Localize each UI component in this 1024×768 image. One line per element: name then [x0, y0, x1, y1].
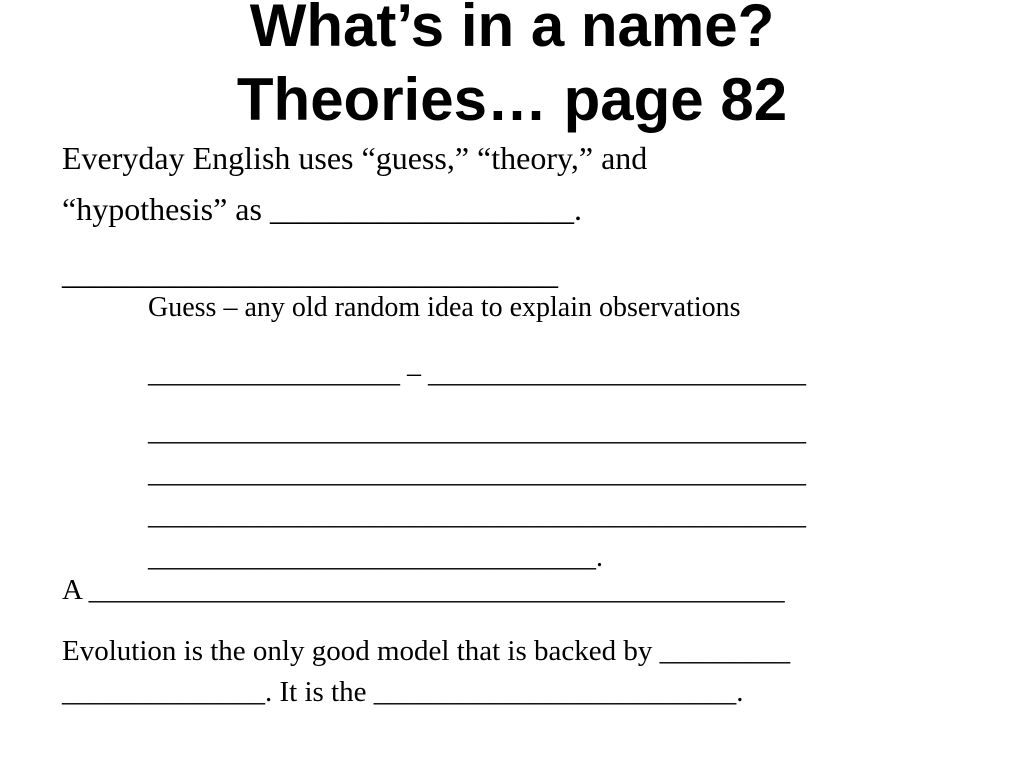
blank-line-full: _______________________________: [62, 255, 558, 291]
blank-line-4: _______________________________________________: [148, 500, 806, 531]
paragraph-everyday-english-line-2: “hypothesis” as ___________________.: [62, 191, 582, 227]
paragraph-everyday-english-line-1: Everyday English uses “guess,” “theory,” and: [62, 140, 648, 176]
blank-line-2: _______________________________________________: [148, 416, 806, 447]
evolution-line-1: Evolution is the only good model that is backed by _________: [62, 635, 791, 667]
blank-line-theory-term: __________________ – ___________________________: [148, 358, 806, 389]
slide-title-line-2: Theories… page 82: [236, 66, 788, 133]
evolution-line-2: ______________. It is the _________________________.: [62, 676, 744, 708]
guess-definition: Guess – any old random idea to explain observations: [148, 292, 741, 323]
blank-line-3: _______________________________________________: [148, 458, 806, 489]
blank-line-5: ________________________________.: [148, 542, 603, 573]
slide-title-line-1: What’s in a name?: [249, 0, 775, 59]
a-blank-line: A ________________________________________________: [62, 574, 785, 606]
